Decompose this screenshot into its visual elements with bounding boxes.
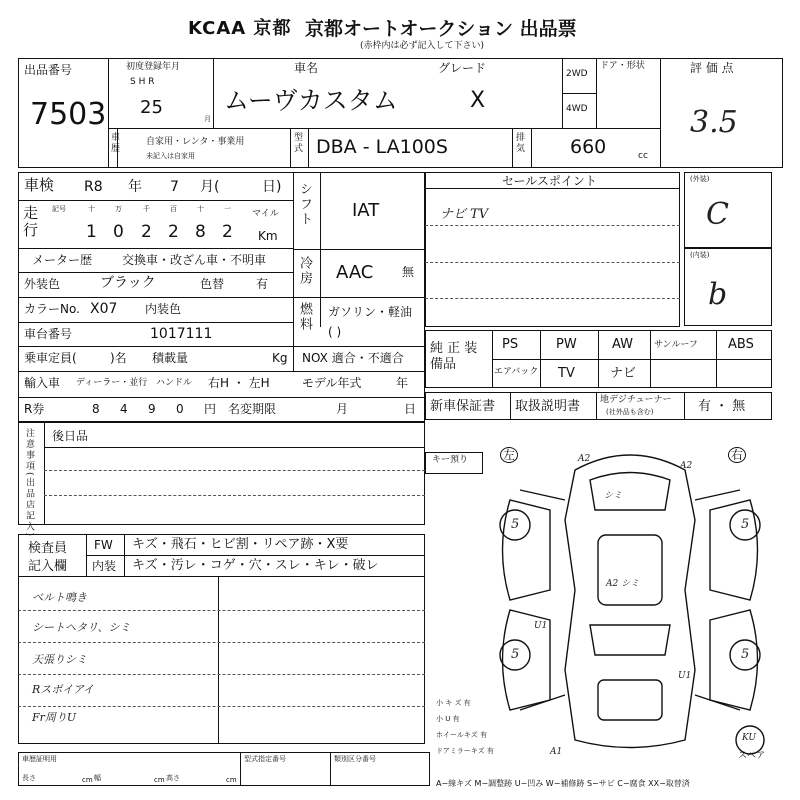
inspection-label: 車検 (24, 176, 55, 194)
recycle-label: R券 (24, 402, 45, 416)
tire-mark-rr: 5 (741, 647, 750, 662)
form-subtitle: (赤枠内は必ず記入して下さい) (360, 41, 485, 51)
new-car-warranty: 新車保証書 (430, 399, 496, 414)
mileage-digit: 2 (168, 222, 179, 242)
manual: 取扱説明書 (515, 399, 581, 414)
interior-inspect-options: キズ・汚レ・コゲ・穴・スレ・キレ・破レ (132, 558, 379, 573)
lot-number: 7503 (30, 97, 107, 132)
damage-code-legend: A−線キズ M−調整跡 U−凹み W−補修跡 S−サビ C−腐食 XX−取替済 (436, 779, 690, 788)
exterior-color-label: 外装色 (24, 277, 61, 291)
footer-length: 長さ (22, 774, 36, 782)
after-parts-label: 後日品 (52, 429, 89, 443)
footer-length-unit: cm (82, 776, 93, 784)
passengers-unit: )名 (110, 351, 127, 365)
model-code: DBA - LA100S (316, 136, 448, 158)
damage-mark-5: U1 (534, 621, 548, 631)
sales-points-label: セールスポイント (502, 174, 597, 188)
footer-height-unit: cm (226, 776, 237, 784)
mileage-digit: 1 (86, 222, 97, 242)
footer-width-unit: cm (154, 776, 165, 784)
diagram-left-label: 左 (500, 447, 518, 463)
meter-history-options: 交換車・改ざん車・不明車 (122, 253, 267, 267)
interior-grade: b (708, 277, 728, 312)
damage-mark-6: U1 (678, 671, 692, 681)
door-shape-label: ドア・形状 (600, 61, 645, 71)
inspector-label: 検査員 記入欄 (28, 541, 68, 574)
registration-era: S H R (130, 77, 155, 87)
first-registration-label: 初度登録年月 (126, 62, 181, 72)
passengers-label: 乗車定員( (24, 351, 77, 365)
km-label: Km (258, 229, 278, 243)
digital-tuner: 地デジチューナー (600, 395, 672, 405)
inspection-month: 7 (170, 179, 179, 195)
evaluation-label: 評 価 点 (690, 61, 734, 75)
exterior-grade-label: (外装) (690, 175, 710, 183)
fuel-other: ( ) (328, 325, 342, 339)
handle-options: 右H ・ 左H (208, 376, 270, 390)
inspector-note-1: ベルト鳴き (32, 591, 87, 604)
fuel-options: ガソリン・軽油 (328, 305, 413, 319)
diagram-right-label: 右 (728, 447, 746, 463)
car-name-label: 車名 (294, 61, 319, 75)
displacement: 660 (570, 136, 607, 158)
recycle-digit: 4 (120, 402, 128, 416)
registration-month-unit: 月 (204, 115, 211, 123)
digit-header: 百 (170, 205, 177, 213)
car-diagram (480, 440, 780, 760)
tuner-yes-no: 有 ・ 無 (698, 399, 746, 414)
shift-value: IAT (352, 200, 380, 221)
fw-label: FW (94, 538, 113, 552)
recycle-unit: 円 (204, 402, 217, 416)
equip-navi: ナビ (610, 366, 637, 381)
damage-mark-1: A2 (578, 454, 591, 464)
mile-label: マイル (252, 209, 279, 219)
inspection-era: R8 (84, 179, 103, 195)
load-label: 積載量 (152, 351, 189, 365)
registration-year: 25 (140, 97, 163, 118)
equip-aw: AW (612, 337, 634, 352)
interior-grade-box (684, 248, 772, 326)
car-name: ムーヴカスタム (224, 86, 398, 115)
equip-abs: ABS (728, 337, 754, 352)
damage-mark-4: A2 シミ (606, 579, 640, 589)
legend-wheel-scratch: ホイールキズ 有 (436, 731, 487, 739)
history-note: 未記入は自家用 (146, 152, 195, 160)
footer-class-number: 類別区分番号 (334, 755, 376, 763)
ac-value: AAC (336, 262, 374, 283)
name-change-label: 名変期限 (228, 402, 277, 416)
recycle-digit: 8 (92, 402, 100, 416)
digit-header: 十 (197, 205, 204, 213)
displacement-unit: cc (638, 151, 648, 161)
tire-mark-fl: 5 (511, 517, 520, 532)
legend-mirror-scratch: ドアミラーキズ 有 (436, 747, 494, 755)
handle-label: ハンドル (156, 378, 193, 388)
model-year-unit: 年 (396, 376, 409, 390)
digit-header: 千 (143, 205, 150, 213)
legend-small-scratch: 小 キ ズ 有 (436, 699, 471, 707)
mileage-digit: 8 (195, 222, 206, 242)
key-label: キー預り (432, 455, 469, 465)
tire-mark-rl: 5 (511, 647, 520, 662)
lot-number-label: 出品番号 (24, 63, 73, 77)
damage-mark-2: A2 (680, 461, 693, 471)
history-options: 自家用・レンタ・事業用 (146, 137, 245, 147)
fw-options: キズ・飛石・ヒビ割・リペア跡・X要 (132, 537, 349, 552)
ac-none: 無 (402, 265, 415, 279)
mileage-label: 走行 (21, 205, 39, 239)
inspector-note-2: シートヘタリ、シミ (32, 621, 131, 634)
inspector-note-4: Rスポイアイ (32, 683, 94, 696)
tire-mark-fr: 5 (741, 517, 750, 532)
mileage-digit: 2 (141, 222, 152, 242)
meter-history-label: メーター歴 (32, 253, 93, 267)
form-title: 京都オートオークション 出品票 (305, 18, 577, 40)
repaint-label: 色替 (200, 277, 225, 291)
shift-label: シフト (297, 182, 312, 227)
inspection-month-unit: 月( (200, 179, 220, 195)
interior-color-label: 内装色 (145, 302, 182, 316)
history-label: 車歴 (109, 132, 119, 154)
chassis-label: 車台番号 (24, 327, 73, 341)
import-dealer: ディーラー・並行 (76, 378, 148, 388)
grade-label: グレード (438, 61, 487, 75)
damage-mark-7: A1 (550, 747, 563, 757)
model-year-label: モデル年式 (302, 376, 362, 390)
digits-label: 記号 (52, 205, 66, 213)
equipment-label: 純 正 装備品 (430, 341, 478, 372)
exterior-color: ブラック (100, 275, 156, 291)
evaluation-score: 3.5 (690, 105, 738, 140)
inspector-note-3: 天張りシミ (32, 653, 87, 666)
import-label: 輸入車 (24, 376, 61, 390)
footer-type-number: 型式指定番号 (244, 755, 286, 763)
color-number: X07 (90, 301, 118, 317)
fuel-label: 燃料 (297, 302, 312, 332)
nox-label: NOX 適合・不適合 (302, 351, 404, 365)
logo: KCAA 京都 (188, 18, 292, 39)
equip-tv: TV (558, 366, 575, 381)
inspector-note-5: Fr周りU (32, 711, 77, 724)
sales-points-text: ナビ TV (440, 207, 489, 222)
equip-sunroof: サンルーフ (654, 340, 698, 350)
digit-header: 十 (88, 205, 95, 213)
interior-grade-label: (内装) (690, 251, 710, 259)
mileage-digit: 2 (222, 222, 233, 242)
legend-small-dent: 小 U 有 (436, 715, 460, 723)
grade: X (470, 88, 486, 113)
repaint-value: 有 (256, 277, 269, 291)
damage-mark-3: シミ (604, 491, 623, 501)
drive-2wd: 2WD (566, 69, 588, 79)
ac-label: 冷房 (297, 256, 312, 286)
displacement-label: 排気 (514, 132, 524, 154)
equip-airbag: エアバック (494, 367, 539, 377)
load-unit: Kg (272, 351, 288, 365)
name-change-day: 日 (404, 402, 417, 416)
equip-ps: PS (502, 337, 519, 352)
drive-4wd: 4WD (566, 104, 588, 114)
spare-mark: KU (742, 733, 756, 743)
digit-header: 一 (224, 205, 231, 213)
footer-width: 幅 (94, 774, 101, 782)
name-change-month: 月 (336, 402, 349, 416)
inspection-year-unit: 年 (128, 179, 142, 195)
interior-inspect-label: 内装 (92, 559, 117, 573)
digit-header: 万 (115, 205, 122, 213)
notes-label: 注意事項(出品店記入) (24, 428, 34, 539)
recycle-digit: 0 (176, 402, 184, 416)
chassis-number: 1017111 (150, 326, 213, 342)
footer-history-cert: 車歴証明用 (22, 755, 57, 763)
mileage-digit: 0 (113, 222, 124, 242)
digital-tuner-note: (社外品も含む) (606, 408, 654, 416)
sales-points-box (425, 172, 680, 327)
inspection-day-unit: 日) (262, 179, 282, 195)
model-label: 型式 (292, 132, 302, 154)
exterior-grade: C (706, 197, 729, 232)
spare-label: スペア (738, 751, 766, 761)
color-number-label: カラーNo. (24, 302, 80, 316)
recycle-digit: 9 (148, 402, 156, 416)
footer-height: 高さ (166, 774, 180, 782)
equip-pw: PW (556, 337, 577, 352)
